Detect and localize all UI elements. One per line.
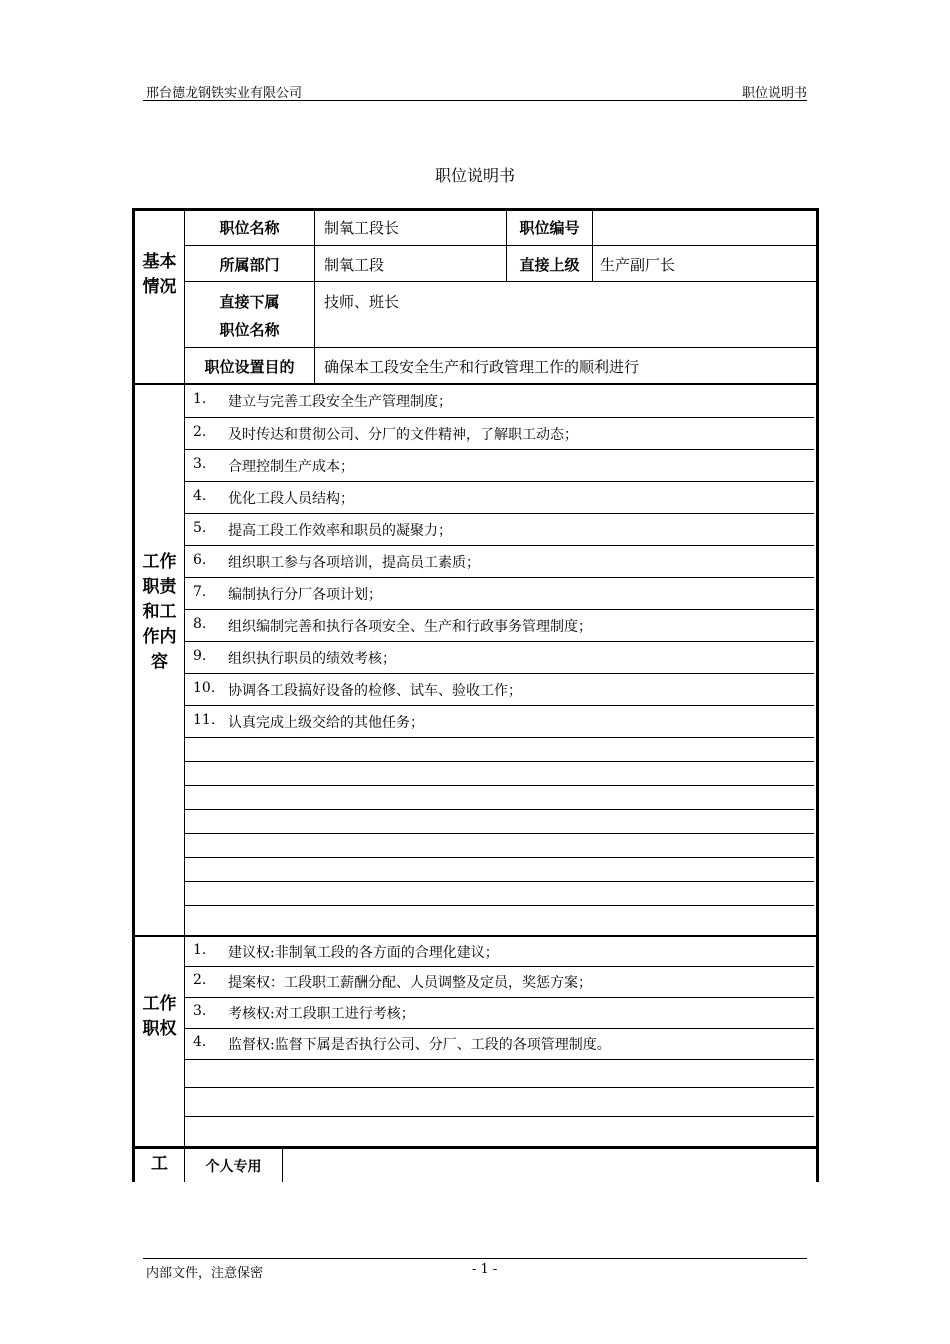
empty-row xyxy=(185,738,814,762)
duty-text: 组织编制完善和执行各项安全、生产和行政事务管理制度； xyxy=(228,619,592,635)
empty-row xyxy=(185,762,814,786)
empty-row xyxy=(185,882,814,906)
duty-number: 5. xyxy=(193,520,207,536)
row-line xyxy=(185,281,816,282)
authority-row xyxy=(185,937,814,967)
authority-row xyxy=(185,967,814,998)
duty-number: 9. xyxy=(193,648,207,664)
duty-text: 及时传达和贯彻公司、分厂的文件精神，了解职工动态； xyxy=(228,427,578,443)
department-label: 所属部门 xyxy=(219,256,280,274)
empty-row xyxy=(185,1060,814,1088)
superior-value: 生产副厂长 xyxy=(600,256,676,274)
duty-number: 7. xyxy=(193,584,207,600)
section-separator xyxy=(132,1146,819,1149)
empty-row xyxy=(185,906,814,935)
duty-text: 优化工段人员结构； xyxy=(228,491,354,507)
authority-text: 考核权:对工段职工进行考核； xyxy=(228,1006,415,1022)
duty-text: 组织职工参与各项培训，提高员工素质； xyxy=(228,555,480,571)
position-name-value: 制氧工段长 xyxy=(324,219,400,237)
basic-section-label: 基本情况 xyxy=(142,252,177,297)
authority-number: 2. xyxy=(193,972,207,988)
empty-row xyxy=(185,786,814,810)
page-header xyxy=(143,82,807,101)
page-number: - 1 - xyxy=(472,1262,498,1277)
duty-row xyxy=(185,546,814,578)
duty-text: 组织执行职员的绩效考核； xyxy=(228,651,396,667)
row-line xyxy=(185,347,816,348)
page-footer xyxy=(143,1258,807,1281)
table-top-border xyxy=(132,208,819,211)
duty-number: 4. xyxy=(193,488,207,504)
duty-number: 8. xyxy=(193,616,207,632)
duty-number: 2. xyxy=(193,424,207,440)
col-line xyxy=(592,211,593,281)
authority-number: 4. xyxy=(193,1034,207,1050)
duty-row xyxy=(185,385,814,418)
department-value: 制氧工段 xyxy=(324,256,385,274)
duty-row xyxy=(185,578,814,610)
duty-number: 6. xyxy=(193,552,207,568)
col-line xyxy=(314,211,315,383)
duty-text: 合理控制生产成本； xyxy=(228,459,354,475)
col-line xyxy=(282,1149,283,1182)
confidential-note: 内部文件，注意保密 xyxy=(146,1266,264,1281)
duty-number: 1. xyxy=(193,391,207,407)
duty-text: 建立与完善工段安全生产管理制度； xyxy=(228,394,452,410)
authority-text: 建议权:非制氧工段的各方面的合理化建议； xyxy=(228,945,499,961)
duty-text: 提高工段工作效率和职员的凝聚力； xyxy=(228,523,452,539)
table-right-border xyxy=(816,208,819,1182)
duty-row xyxy=(185,642,814,674)
company-name: 邢台德龙钢铁实业有限公司 xyxy=(146,86,303,101)
position-name-label: 职位名称 xyxy=(219,219,280,237)
position-code-label: 职位编号 xyxy=(519,219,580,237)
duty-row xyxy=(185,482,814,514)
duties-section-label: 工作职责和工作内容 xyxy=(142,552,177,672)
authority-section-label: 工作职权 xyxy=(142,994,177,1039)
authority-row xyxy=(185,1029,814,1060)
duty-number: 11. xyxy=(193,712,216,728)
subordinate-label-line2: 职位名称 xyxy=(219,321,280,339)
duty-row xyxy=(185,674,814,706)
duty-text: 协调各工段搞好设备的检修、试车、验收工作； xyxy=(228,683,522,699)
duty-text: 编制执行分厂各项计划； xyxy=(228,587,382,603)
empty-row xyxy=(185,810,814,834)
purpose-label: 职位设置目的 xyxy=(204,358,295,376)
personal-use-label: 个人专用 xyxy=(205,1159,262,1175)
purpose-value: 确保本工段安全生产和行政管理工作的顺利进行 xyxy=(324,358,640,376)
duty-row xyxy=(185,514,814,546)
authority-row xyxy=(185,998,814,1029)
duty-row xyxy=(185,450,814,482)
duty-row xyxy=(185,610,814,642)
authority-number: 1. xyxy=(193,942,207,958)
empty-row xyxy=(185,1088,814,1117)
superior-label: 直接上级 xyxy=(519,256,580,274)
duty-text: 认真完成上级交给的其他任务； xyxy=(228,715,424,731)
duty-number: 10. xyxy=(193,680,216,696)
subordinates-value: 技师、班长 xyxy=(324,293,400,311)
duty-number: 3. xyxy=(193,456,207,472)
duty-row xyxy=(185,418,814,450)
duty-row xyxy=(185,706,814,738)
authority-number: 3. xyxy=(193,1003,207,1019)
next-section-label: 工 xyxy=(151,1154,168,1174)
empty-row xyxy=(185,858,814,882)
page-title: 职位说明书 xyxy=(434,166,515,185)
authority-text: 提案权：工段职工薪酬分配、人员调整及定员，奖惩方案； xyxy=(228,975,592,991)
empty-row xyxy=(185,834,814,858)
row-line xyxy=(185,245,816,246)
authority-text: 监督权:监督下属是否执行公司、分厂、工段的各项管理制度。 xyxy=(228,1037,611,1053)
subordinate-label-line1: 直接下属 xyxy=(219,293,280,311)
empty-row xyxy=(185,1117,814,1146)
header-doc-type: 职位说明书 xyxy=(741,86,807,101)
